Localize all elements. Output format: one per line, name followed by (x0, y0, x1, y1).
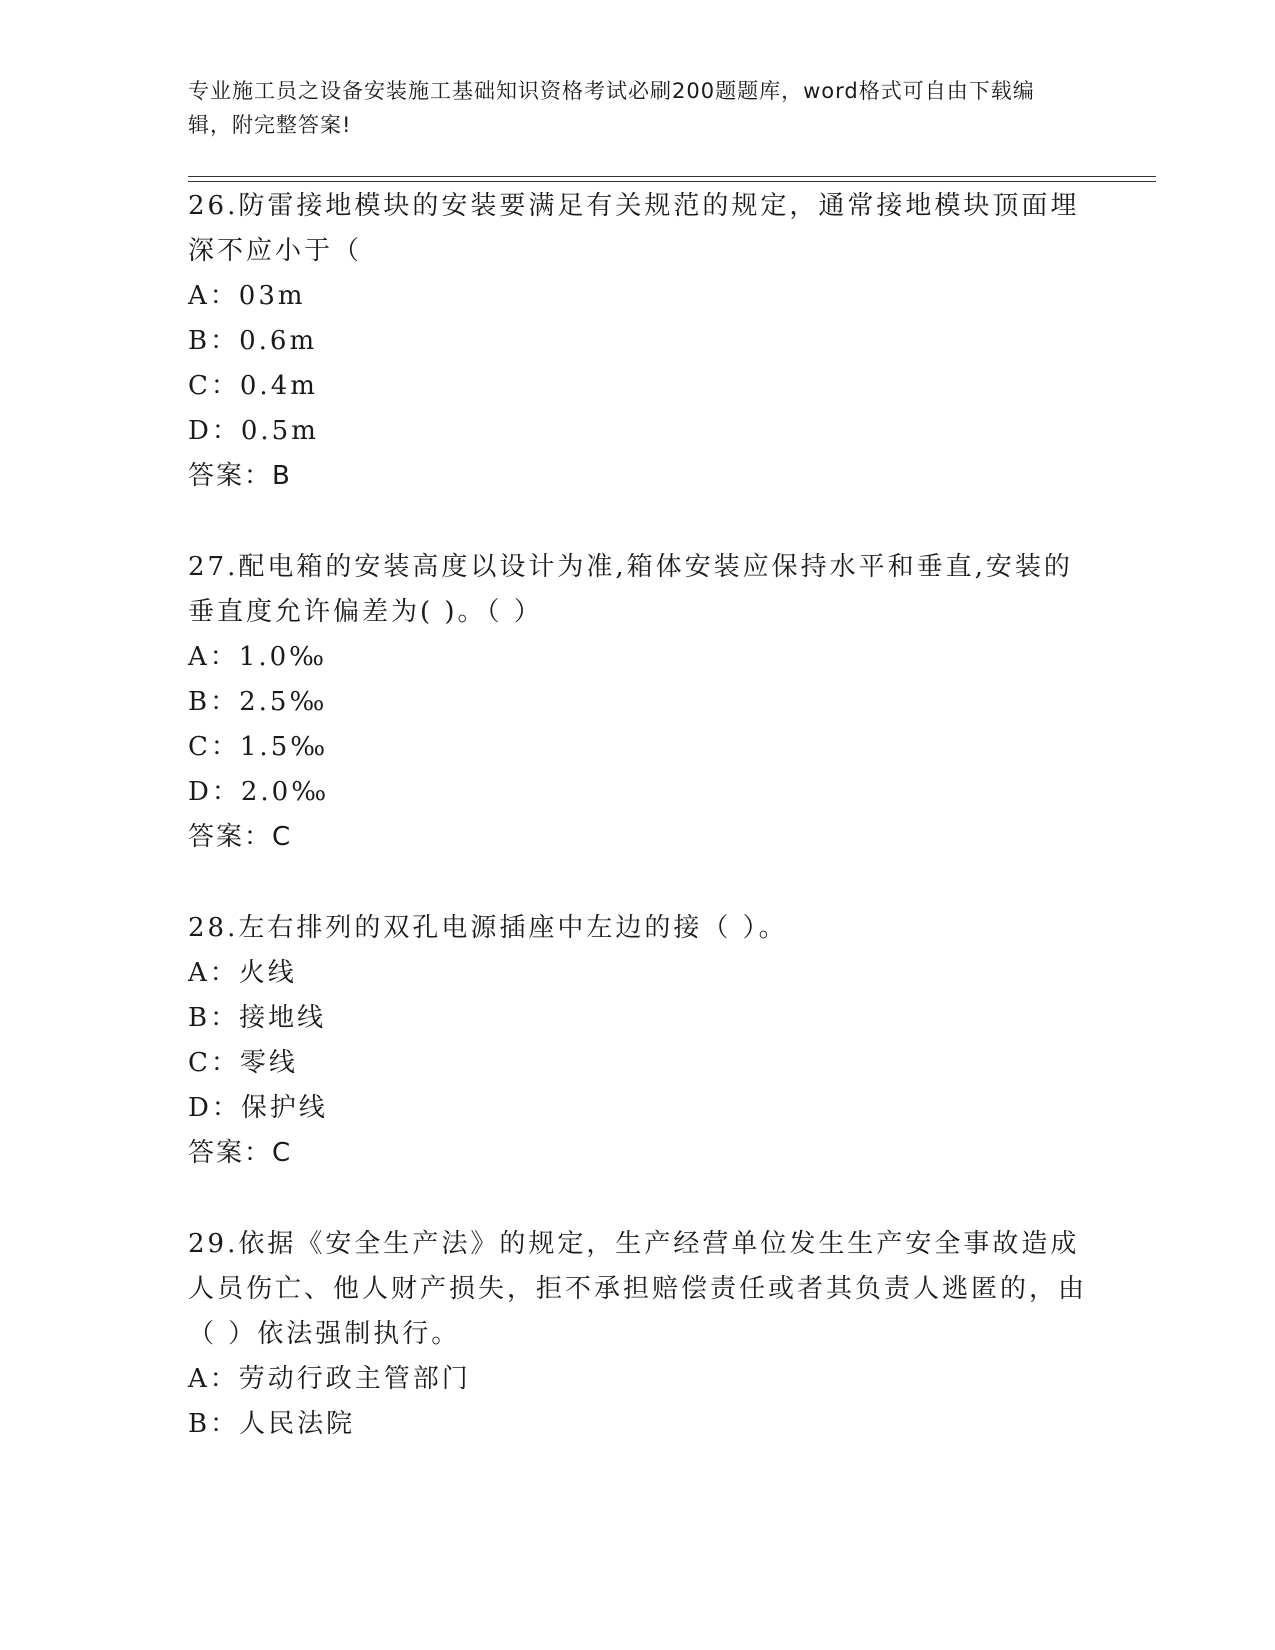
answer-line: 答案：B (188, 461, 292, 491)
option-b: B：0.6m (188, 326, 318, 356)
question-28 (188, 906, 1088, 1176)
question-stem: 28.左右排列的双孔电源插座中左边的接（ ）。 (188, 913, 788, 943)
option-d: D：2.0‰ (188, 777, 330, 807)
header-divider-bottom (188, 181, 1156, 182)
option-a: A：劳动行政主管部门 (188, 1364, 471, 1394)
answer-line: 答案：C (188, 822, 293, 852)
question-stem: 29.依据《安全生产法》的规定，生产经营单位发生生产安全事故造成人员伤亡、他人财产损失，拒不承担赔偿责任或者其负责人逃匿的，由（ ）依法强制执行。 (188, 1229, 1088, 1349)
option-c: C：零线 (188, 1048, 298, 1078)
question-27 (188, 545, 1088, 860)
option-d: D：保护线 (188, 1093, 328, 1123)
document-header: 专业施工员之设备安装施工基础知识资格考试必刷200题题库，word格式可自由下载编辑，附完整答案! (188, 79, 1035, 137)
option-d: D：0.5m (188, 416, 319, 446)
header-divider-top (188, 176, 1156, 177)
question-stem: 26.防雷接地模块的安装要满足有关规范的规定，通常接地模块顶面埋深不应小于（ (188, 191, 1080, 266)
question-26 (188, 184, 1088, 499)
option-a: A：火线 (188, 958, 297, 988)
question-29 (188, 1222, 1088, 1447)
option-c: C：1.5‰ (188, 732, 329, 762)
option-c: C：0.4m (188, 371, 318, 401)
option-b: B：2.5‰ (188, 687, 328, 717)
answer-line: 答案：C (188, 1138, 293, 1168)
question-stem: 27.配电箱的安装高度以设计为准,箱体安装应保持水平和垂直,安装的垂直度允许偏差为( )。（ ） (188, 552, 1073, 627)
option-a: A：1.0‰ (188, 642, 328, 672)
option-a: A：03m (188, 281, 306, 311)
option-b: B：接地线 (188, 1003, 327, 1033)
option-b: B：人民法院 (188, 1409, 356, 1439)
